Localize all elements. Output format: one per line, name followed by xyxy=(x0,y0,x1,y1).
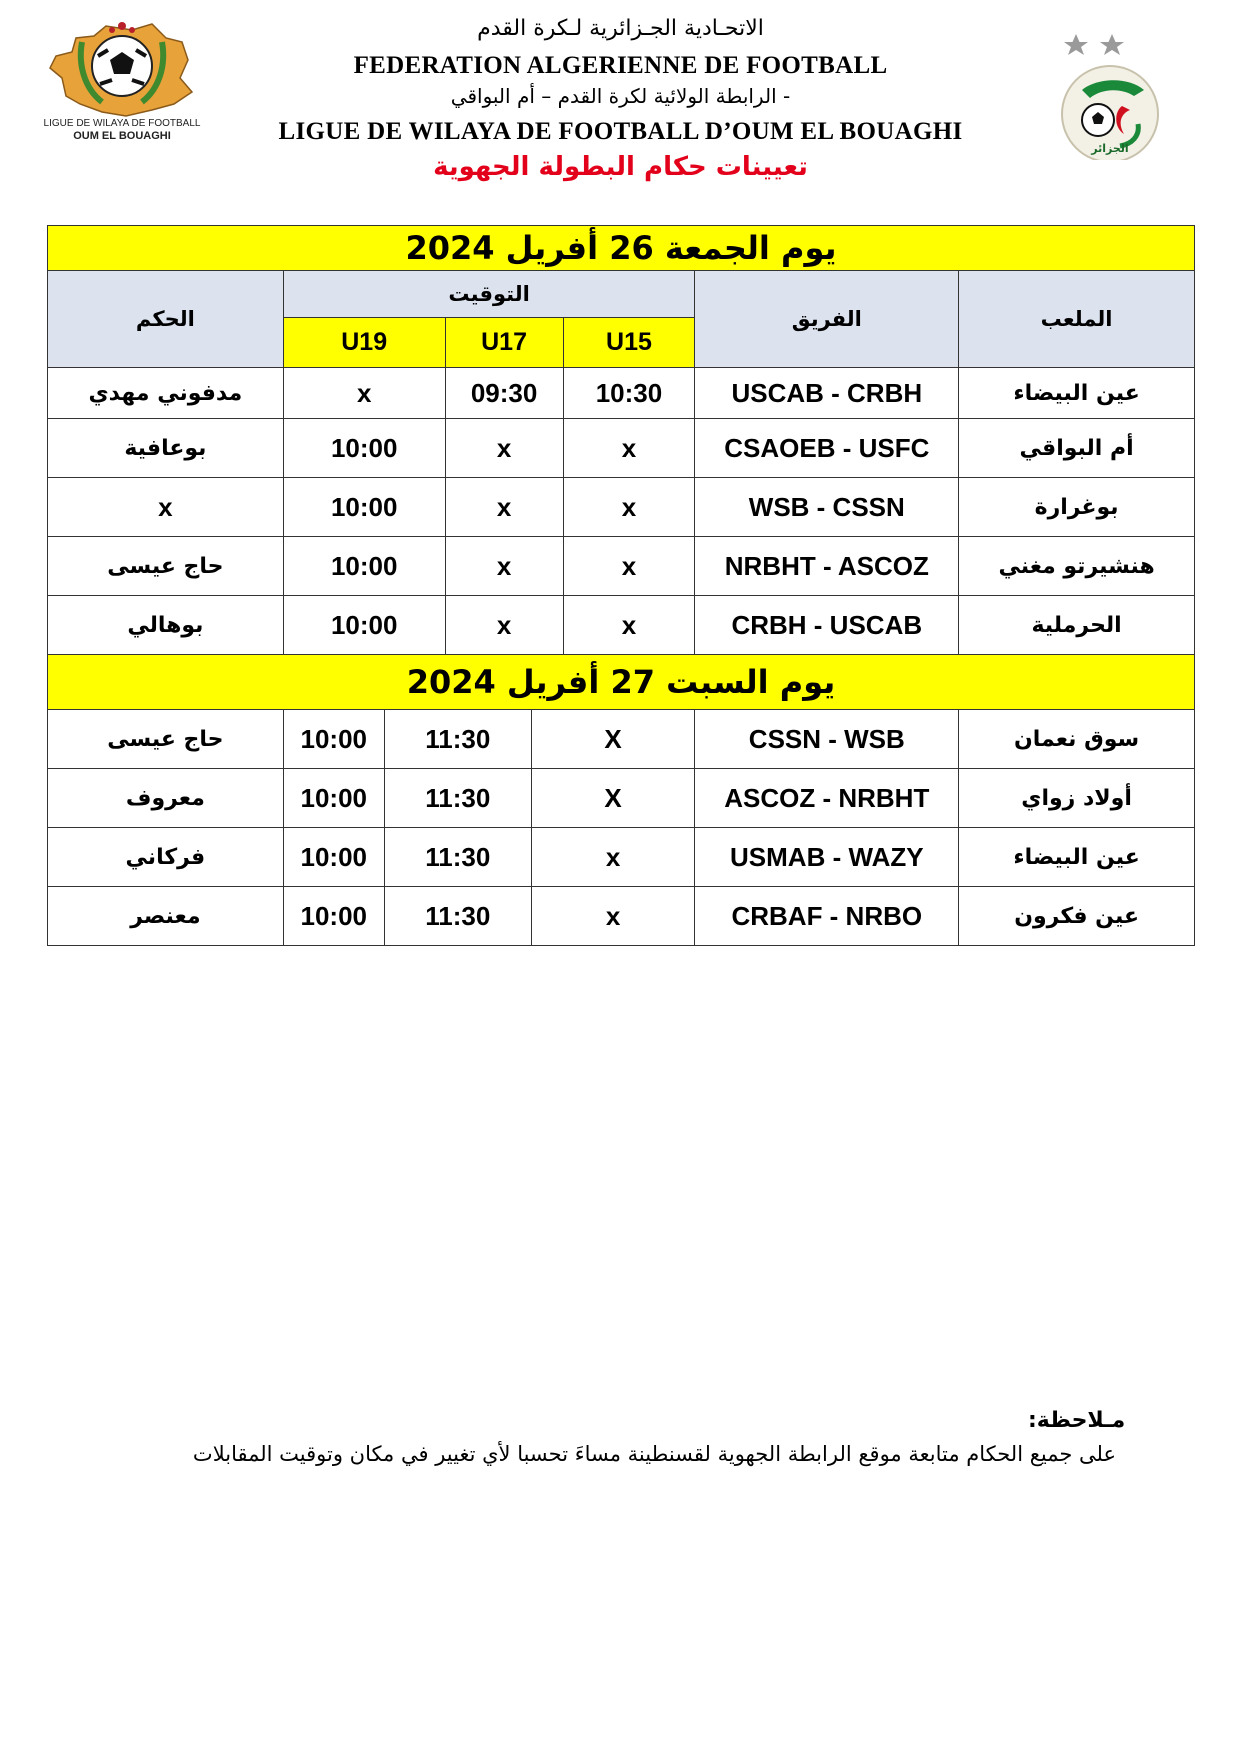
team-cell: ASCOZ - NRBHT xyxy=(695,769,959,828)
col-stadium: الملعب xyxy=(959,271,1195,368)
timing-cell xyxy=(283,710,695,769)
table-row xyxy=(48,769,1195,828)
french-federation-name: FEDERATION ALGERIENNE DE FOOTBALL xyxy=(353,52,888,79)
star-icon xyxy=(1100,34,1124,55)
category-u15: U15 xyxy=(563,318,695,368)
team-cell: USCAB - CRBH xyxy=(695,368,959,419)
stadium-cell: أم البواقي xyxy=(959,419,1195,478)
stadium-cell: عين البيضاء xyxy=(959,828,1195,887)
referee-cell: معنصر xyxy=(48,887,284,946)
time-slot-2: 11:30 xyxy=(384,710,531,768)
star-icon xyxy=(1064,34,1088,55)
referee-cell: مدفوني مهدي xyxy=(48,368,284,419)
day-header-saturday xyxy=(48,655,1195,710)
column-header-row xyxy=(48,271,1195,318)
team-cell: CRBH - USCAB xyxy=(695,596,959,655)
time-slot-3: x xyxy=(605,841,621,872)
time-slot-1: 10:00 xyxy=(284,710,385,768)
referee-cell: x xyxy=(48,478,284,537)
time-slot-3: X xyxy=(604,782,622,813)
table-row xyxy=(48,828,1195,887)
u15-time-cell: x xyxy=(563,537,695,596)
league-logo-line1: LIGUE DE WILAYA DE FOOTBALL xyxy=(43,118,201,129)
team-cell: WSB - CSSN xyxy=(695,478,959,537)
referee-cell: حاج عيسى xyxy=(48,537,284,596)
note-body: على جميع الحكام متابعة موقع الرابطة الجهوية لقسنطينة مساءَ تحسبا لأي تغيير في مكان وتوقيت المقابلات xyxy=(192,1442,1116,1466)
col-timing: التوقيت xyxy=(283,271,695,318)
u19-time-cell: 10:00 xyxy=(283,596,445,655)
team-cell: CSSN - WSB xyxy=(695,710,959,769)
table-row xyxy=(48,419,1195,478)
timing-subtable xyxy=(284,828,695,886)
time-slot-2: 11:30 xyxy=(384,769,531,827)
table-row xyxy=(48,368,1195,419)
timing-subtable xyxy=(284,769,695,827)
category-u19: U19 xyxy=(283,318,445,368)
timing-cell xyxy=(283,828,695,887)
u19-time-cell: 10:00 xyxy=(283,419,445,478)
u17-time-cell: x xyxy=(445,537,563,596)
time-slot-1: 10:00 xyxy=(284,769,385,827)
page-header xyxy=(0,0,1241,200)
u19-time-cell: 10:00 xyxy=(283,537,445,596)
arabic-league-name: الرابطة الولائية لكرة القدم – أم البواقي - xyxy=(450,84,791,108)
time-slot-3: X xyxy=(604,723,622,754)
category-u17: U17 xyxy=(445,318,563,368)
time-slot-2: 11:30 xyxy=(384,828,531,886)
time-slot-3: x xyxy=(605,900,621,931)
day-header-friday xyxy=(48,226,1195,271)
timing-subtable xyxy=(284,710,695,768)
time-slot-2: 11:30 xyxy=(384,887,531,945)
stadium-cell: بوغرارة xyxy=(959,478,1195,537)
timing-subtable xyxy=(284,887,695,945)
time-slot-1: 10:00 xyxy=(284,887,385,945)
team-cell: NRBHT - ASCOZ xyxy=(695,537,959,596)
time-slot-1: 10:00 xyxy=(284,828,385,886)
u15-time-cell: x xyxy=(563,419,695,478)
arabic-federation-name: الاتحـادية الجـزائرية لـكرة القدم xyxy=(477,16,764,41)
stadium-cell: أولاد زواي xyxy=(959,769,1195,828)
referee-cell: بوعافية xyxy=(48,419,284,478)
stadium-cell: عين البيضاء xyxy=(959,368,1195,419)
u15-time-cell: x xyxy=(563,596,695,655)
u17-time-cell: x xyxy=(445,596,563,655)
col-referee: الحكم xyxy=(48,271,284,368)
u17-time-cell: x xyxy=(445,419,563,478)
team-cell: USMAB - WAZY xyxy=(695,828,959,887)
timing-cell xyxy=(283,769,695,828)
u15-time-cell: 10:30 xyxy=(563,368,695,419)
stadium-cell: سوق نعمان xyxy=(959,710,1195,769)
table-row xyxy=(48,710,1195,769)
team-cell: CSAOEB - USFC xyxy=(695,419,959,478)
stadium-cell: هنشيرتو مغني xyxy=(959,537,1195,596)
stadium-cell: الحرملية xyxy=(959,596,1195,655)
u19-time-cell: x xyxy=(283,368,445,419)
u17-time-cell: 09:30 xyxy=(445,368,563,419)
u19-time-cell: 10:00 xyxy=(283,478,445,537)
table-row xyxy=(48,596,1195,655)
referee-cell: معروف xyxy=(48,769,284,828)
table-row xyxy=(48,887,1195,946)
col-team: الفريق xyxy=(695,271,959,368)
table-row xyxy=(48,537,1195,596)
note-title: مـلاحظة: xyxy=(1028,1408,1126,1433)
day-label: يوم الجمعة 26 أفريل 2024 xyxy=(48,226,1195,271)
league-logo-caption xyxy=(36,118,208,142)
french-league-name: LIGUE DE WILAYA DE FOOTBALL D’OUM EL BOUAGHI xyxy=(278,118,963,145)
team-cell: CRBAF - NRBO xyxy=(695,887,959,946)
u17-time-cell: x xyxy=(445,478,563,537)
stadium-cell: عين فكرون xyxy=(959,887,1195,946)
league-logo-line2: OUM EL BOUAGHI xyxy=(73,130,171,142)
day-label: يوم السبت 27 أفريل 2024 xyxy=(48,655,1195,710)
federation-logo-text: الجزائر xyxy=(1091,142,1129,155)
referee-cell: فركاني xyxy=(48,828,284,887)
referee-cell: بوهالي xyxy=(48,596,284,655)
table-row xyxy=(48,478,1195,537)
schedule-table xyxy=(47,225,1195,946)
u15-time-cell: x xyxy=(563,478,695,537)
federation-logo xyxy=(1052,20,1172,160)
page-title: تعيينات حكام البطولة الجهوية xyxy=(433,152,808,182)
referee-cell: حاج عيسى xyxy=(48,710,284,769)
timing-cell xyxy=(283,887,695,946)
